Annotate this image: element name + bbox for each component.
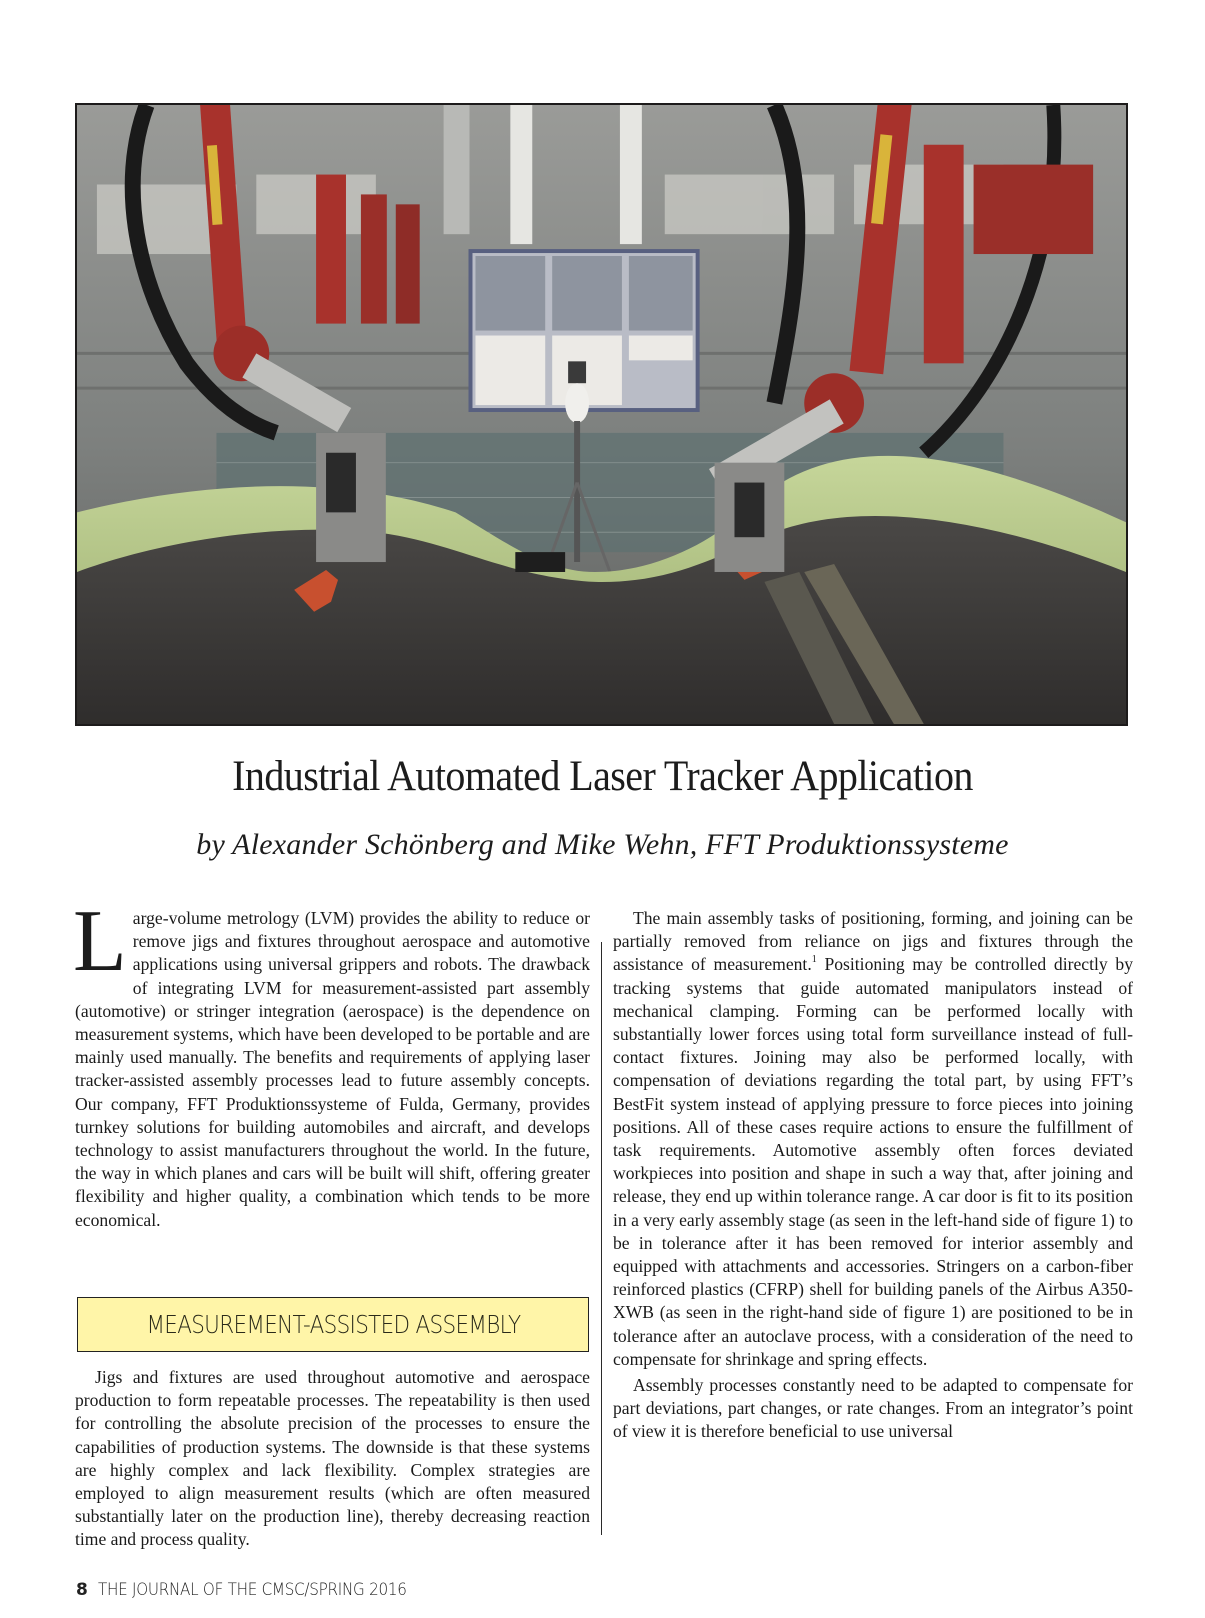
column-divider [601,942,602,1535]
drop-cap: L [73,893,127,990]
section-heading-box [77,1297,589,1352]
right-paragraph-1-rest: Positioning may be controlled directly by tracking systems that guide automated manipulators instead of mechanical clamping. Forming can be performed locally with substantially lower forces using total form surveillance instead of full-contact fixtures. Joining may also be performed locally, with compensation of deviations regarding the total part, by using FFT’s BestFit system instead of applying pressure to force pieces into joining positions. All of these cases require actions to ensure the fulfillment of task requirements. Automotive assembly often forces deviated workpieces into position and shape in such a way that, after joining and release, they end up within tolerance range. A car door is fit to its position in a very early assembly stage (as seen in the left-hand side of figure 1) to be in tolerance after it has been removed for interior assembly and equipped with attachments and accessories. Stringers on a carbon-fiber reinforced plastics (CFRP) shell for building panels of the Airbus A350-XWB (as seen in the right-hand side of figure 1) are positioned to be in tolerance after an autoclave process, with a consideration of the need to compensate for shrinkage and spring effects. [613,954,1133,1369]
article-title: Industrial Automated Laser Tracker Application [232,753,973,800]
figure-1-robot-cell-photo [75,103,1128,726]
intro-paragraph [73,893,590,1232]
right-paragraph-1-start: The main assembly tasks of positioning, forming, and joining can be partially removed from reliance on jigs and fixtures through the assistance of measurement. [613,908,1133,975]
article-byline: by Alexander Schönberg and Mike Wehn, FFT Produktionssysteme [196,828,1009,861]
footnote-ref[interactable]: 1 [811,954,817,966]
right-paragraph-1 [613,907,1133,1371]
robot-cell-illustration [77,105,1126,724]
page-number: 8 [76,1580,88,1600]
page-footer [76,1580,433,1600]
right-column [613,907,1133,1444]
section-paragraph: Jigs and fixtures are used throughout automotive and aerospace production to form repeatable processes. The repeatability is then used for controlling the absolute precision of the processes to ensure the capabilities of production systems. The downside is that these systems are highly complex and lack flexibility. Complex strategies are employed to align measurement results (which are often measured substantially later on the production line), thereby decreasing reaction time and process quality. [75,1367,590,1550]
left-column-intro [73,893,590,1232]
section-heading: MEASUREMENT-ASSISTED ASSEMBLY [145,1310,521,1339]
right-paragraph-2: Assembly processes constantly need to be adapted to compensate for part deviations, part changes, or rate changes. From an integrator’s point of view it is therefore beneficial to use universal [613,1375,1133,1442]
left-column-section [75,1366,590,1552]
intro-text: arge-volume metrology (LVM) provides the ability to reduce or remove jigs and fixtures throughout aerospace and automotive applications using universal grippers and robots. The drawback of integrating LVM for measurement-assisted part assembly (automotive) or stringer integration (aerospace) is the dependence on measurement systems, which have been developed to be portable and are mainly used manually. The benefits and requirements of applying laser tracker-assisted assembly processes lead to future assembly concepts. Our company, FFT Produktionssysteme of Fulda, Germany, provides turnkey solutions for building automobiles and aircraft, and develops technology to assist manufacturers throughout the world. In the future, the way in which planes and cars will be built will shift, offering greater flexibility and higher quality, a combination which tends to be more economical. [75,908,590,1230]
journal-name: THE JOURNAL OF THE CMSC/SPRING 2016 [97,1580,407,1599]
